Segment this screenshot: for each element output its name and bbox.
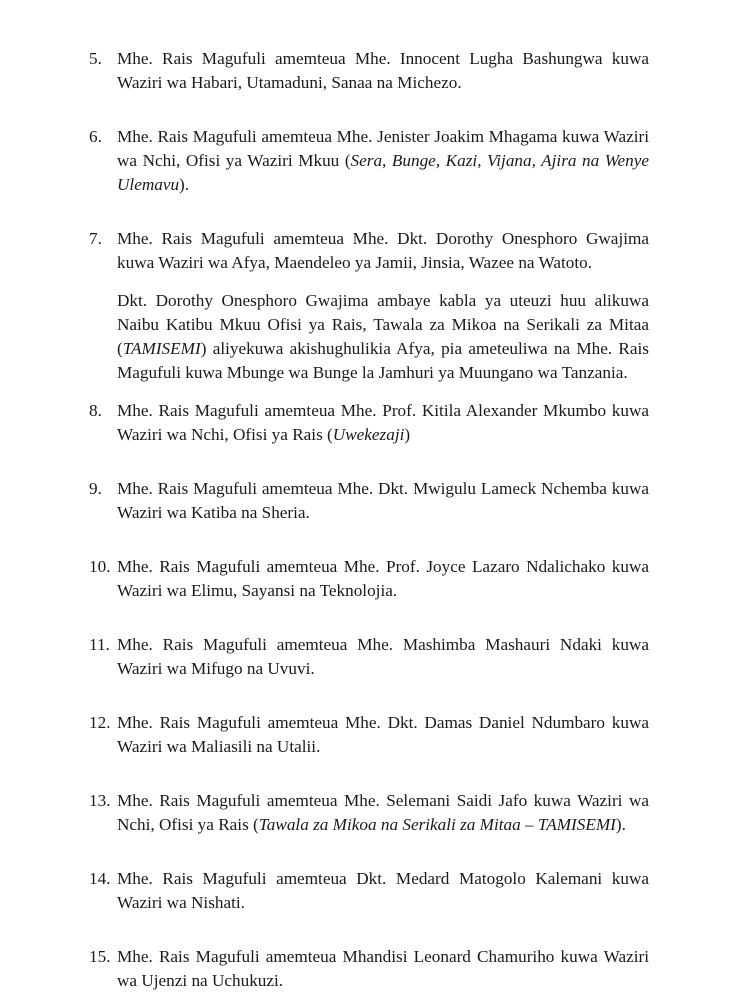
list-item-12 <box>89 711 649 759</box>
note-text-after: ) aliyekuwa akishughulikia Afya, pia ameteuliwa na Mhe. Rais Magufuli kuwa Mbunge wa Bunge la Jamhuri ya Muungano wa Tanzania. <box>117 339 649 382</box>
list-item-9 <box>89 477 649 525</box>
item-text: Mhe. Rais Magufuli amemteua Mhe. Prof. Kitila Alexander Mkumbo kuwa Waziri wa Nchi, Ofisi ya Rais ( <box>117 401 649 444</box>
item-number: 11. <box>89 635 110 654</box>
item-number: 5. <box>89 49 102 68</box>
item-italic-text: Tawala za Mikoa na Serikali za Mitaa – TAMISEMI <box>258 815 616 834</box>
item-text: Mhe. Rais Magufuli amemteua Mhandisi Leonard Chamuriho kuwa Waziri wa Ujenzi na Uchukuzi. <box>117 947 649 990</box>
item-number: 15. <box>89 947 111 966</box>
item-number: 10. <box>89 557 111 576</box>
item-number: 9. <box>89 479 102 498</box>
item-text: Mhe. Rais Magufuli amemteua Mhe. Dkt. Damas Daniel Ndumbaro kuwa Waziri wa Maliasili na Utalii. <box>117 713 649 756</box>
item-number: 12. <box>89 713 111 732</box>
item-text: Mhe. Rais Magufuli amemteua Mhe. Jenister Joakim Mhagama kuwa Waziri wa Nchi, Ofisi ya Waziri Mkuu ( <box>117 127 649 170</box>
list-item-7 <box>89 227 649 275</box>
item-number: 13. <box>89 791 111 810</box>
note-text: Dkt. Dorothy Onesphoro Gwajima ambaye kabla ya uteuzi huu alikuwa Naibu Katibu Mkuu Ofisi ya Rais, Tawala za Mikoa na Serikali za Mitaa ( <box>117 291 649 358</box>
item-italic-text: Uwekezaji <box>332 425 405 444</box>
list-item-13 <box>89 789 649 837</box>
note-italic-text: TAMISEMI <box>122 339 201 358</box>
document-body <box>89 47 649 993</box>
item-text: Mhe. Rais Magufuli amemteua Mhe. Mashimba Mashauri Ndaki kuwa Waziri wa Mifugo na Uvuvi. <box>117 635 649 678</box>
item-text: Mhe. Rais Magufuli amemteua Mhe. Dkt. Dorothy Onesphoro Gwajima kuwa Waziri wa Afya, Maendeleo ya Jamii, Jinsia, Wazee na Watoto. <box>117 229 649 272</box>
item-7-note <box>89 289 649 385</box>
list-item-11 <box>89 633 649 681</box>
list-item-6 <box>89 125 649 197</box>
list-item-5 <box>89 47 649 95</box>
list-item-15 <box>89 945 649 993</box>
item-text: Mhe. Rais Magufuli amemteua Mhe. Innocent Lugha Bashungwa kuwa Waziri wa Habari, Utamaduni, Sanaa na Michezo. <box>117 49 649 92</box>
list-item-8 <box>89 399 649 447</box>
item-number: 6. <box>89 127 102 146</box>
item-text: Mhe. Rais Magufuli amemteua Dkt. Medard Matogolo Kalemani kuwa Waziri wa Nishati. <box>117 869 649 912</box>
item-tail: ). <box>179 175 190 194</box>
item-tail: ) <box>404 425 411 444</box>
list-item-10 <box>89 555 649 603</box>
item-italic-text: Sera, Bunge, Kazi, Vijana, Ajira na Wenye Ulemavu <box>117 151 649 194</box>
item-text: Mhe. Rais Magufuli amemteua Mhe. Prof. Joyce Lazaro Ndalichako kuwa Waziri wa Elimu, Sayansi na Teknolojia. <box>117 557 649 600</box>
list-item-14 <box>89 867 649 915</box>
item-text: Mhe. Rais Magufuli amemteua Mhe. Dkt. Mwigulu Lameck Nchemba kuwa Waziri wa Katiba na Sheria. <box>117 479 649 522</box>
item-tail: ). <box>615 815 626 834</box>
item-number: 7. <box>89 229 102 248</box>
item-text: Mhe. Rais Magufuli amemteua Mhe. Selemani Saidi Jafo kuwa Waziri wa Nchi, Ofisi ya Rais ( <box>117 791 649 834</box>
item-number: 8. <box>89 401 102 420</box>
item-number: 14. <box>89 869 111 888</box>
